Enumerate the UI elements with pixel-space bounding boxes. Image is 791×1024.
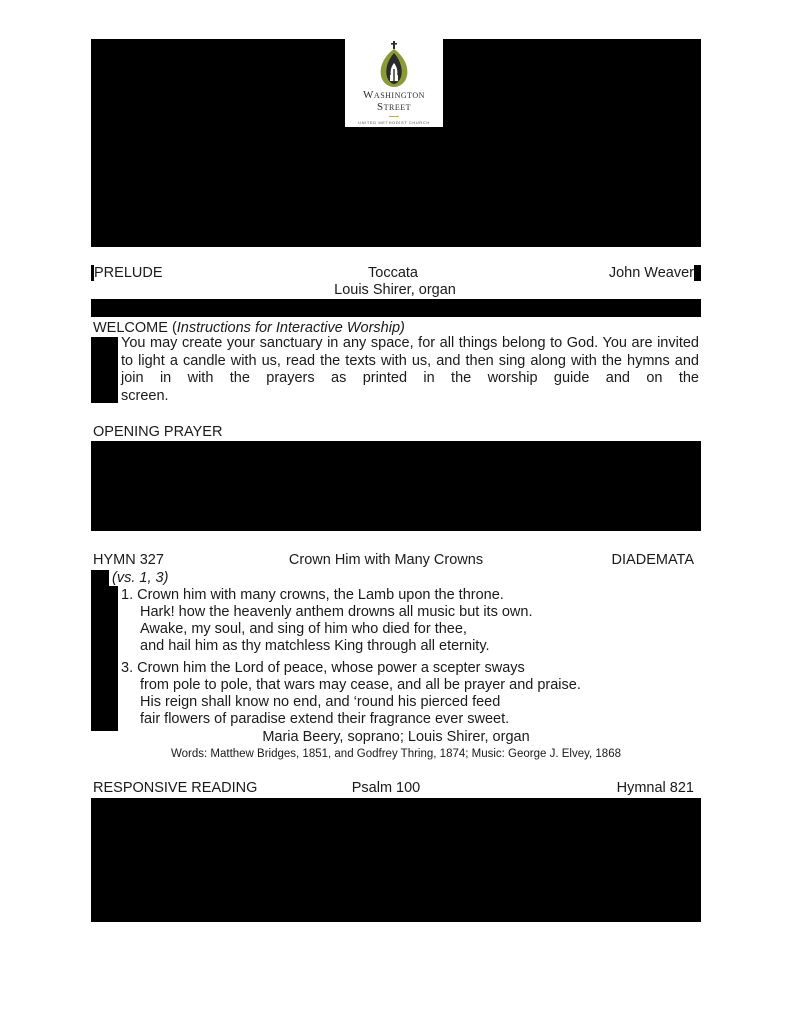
logo-name-line2: Street — [376, 101, 411, 113]
hymn-verses-note: (vs. 1, 3) — [112, 570, 169, 586]
prelude-performer: Louis Shirer, organ — [334, 282, 456, 298]
responsive-reading-psalm: Psalm 100 — [351, 780, 421, 796]
redaction-mark — [694, 265, 701, 281]
welcome-instructions: Instructions for Interactive Worship) — [176, 320, 405, 336]
redaction-mark — [91, 337, 118, 403]
verse3-line: from pole to pole, that wars may cease, and all be prayer and praise. — [140, 677, 581, 693]
verse1-line: 1. Crown him with many crowns, the Lamb upon the throne. — [121, 587, 504, 603]
responsive-reading-label: RESPONSIVE READING — [93, 780, 258, 796]
redaction-mark — [91, 586, 118, 731]
responsive-reading-hymnal: Hymnal 821 — [616, 780, 694, 796]
redaction-mark — [91, 570, 109, 586]
hymn-performers: Maria Beery, soprano; Louis Shirer, organ — [262, 729, 530, 745]
hymn-tune: DIADEMATA — [611, 552, 694, 568]
prelude-label: PRELUDE — [94, 265, 163, 281]
logo-accent-rule — [389, 116, 399, 117]
verse3-line: 3. Crown him the Lord of peace, whose power a scepter sways — [121, 660, 525, 676]
welcome-body-last: screen. — [121, 387, 169, 404]
prelude-title: Toccata — [368, 265, 418, 281]
welcome-body-text: You may create your sanctuary in any space, for all things belong to God. You are invited to light a candle with us, read the texts with us, and then sing along with the hymns and join in with the prayers as printed in the worship guide and on the — [121, 335, 699, 386]
verse3-line: fair flowers of paradise extend their fragrance ever sweet. — [140, 711, 510, 727]
prelude-composer: John Weaver — [608, 265, 694, 281]
steeple-icon — [345, 39, 443, 127]
logo-name-line1: Washington — [363, 89, 425, 101]
verse1-line: and hail him as thy matchless King through all eternity. — [140, 638, 490, 654]
logo-subtitle: UNITED METHODIST CHURCH — [358, 120, 430, 125]
welcome-body — [121, 335, 699, 405]
prayer-redaction — [91, 441, 701, 531]
welcome-label: WELCOME ( — [93, 320, 177, 336]
hymn-label: HYMN 327 — [93, 552, 164, 568]
hymn-credits: Words: Matthew Bridges, 1851, and Godfrey Thring, 1874; Music: George J. Elvey, 1868 — [170, 748, 621, 760]
verse3-line: His reign shall know no end, and ‘round his pierced feed — [140, 694, 501, 710]
reading-redaction — [91, 798, 701, 922]
opening-prayer-label: OPENING PRAYER — [93, 424, 223, 440]
verse1-line: Awake, my soul, and sing of him who died for thee, — [140, 621, 467, 637]
hymn-title: Crown Him with Many Crowns — [288, 552, 484, 568]
verse1-line: Hark! how the heavenly anthem drowns all music but its own. — [140, 604, 533, 620]
church-logo — [345, 39, 443, 127]
redaction-bar — [91, 299, 701, 317]
